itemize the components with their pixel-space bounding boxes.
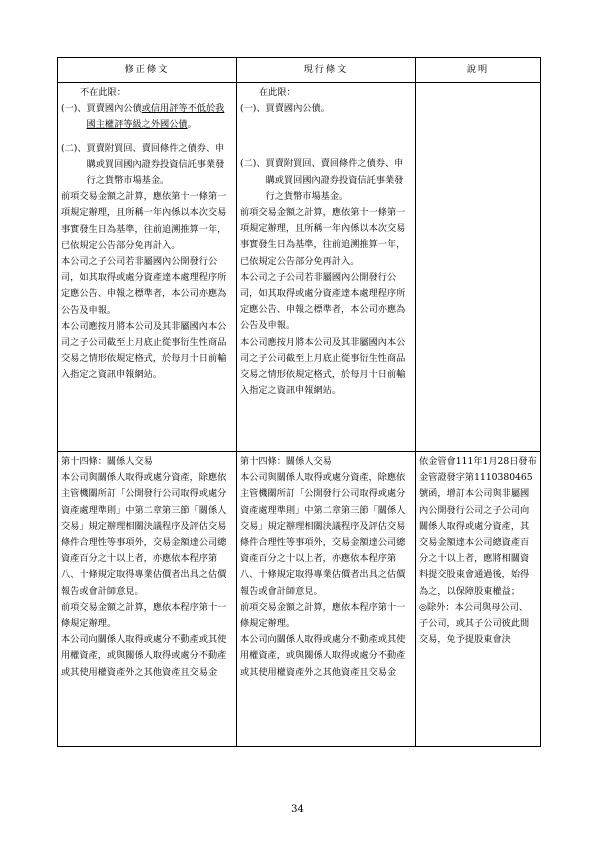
table-row: [58, 452, 541, 747]
current-cell-2: [237, 452, 416, 747]
explanation-para-2: ◎除外：本公司與母公司、子公司，或其子公司彼此間交易，免予提股東會決: [419, 601, 530, 646]
current-item-2-text: 買賣附買回、賣回條件之債券、申購或買回國內證券投資信託事業發行之貨幣市場基金。: [265, 158, 404, 202]
header-current: 現行條文: [237, 58, 416, 83]
explanation-cell-2: [416, 452, 541, 747]
explanation-para-1: 依金管會111年1月28日發布金管證發字第1110380465號函，增訂本公司與非屬國內公開發行公司之子公司向關係人取得或處分資產，其交易金額達本公司總資產百分之十以上者，應將相關資料提交股東會通過後，始得為之，以保障股東權益；: [419, 456, 537, 597]
revised-article-para-1: 本公司與關係人取得或處分資產，除應依主管機關所訂「公開發行公司取得或處分資產處理準則」中第二章第三節「關係人交易」規定辦理相關決議程序及評估交易條件合理性等事項外，交易金額達公司總資產百分之十以上者，亦應依本程序第八、十條規定取得專業估價者出具之估價報告或會計師意見。: [61, 472, 227, 597]
revised-para-3: 本公司應按月將本公司及其非屬國內本公司之子公司截至上月底止從事衍生性商品交易之情形依規定格式，於每月十日前輸入指定之資訊申報網站。: [61, 320, 227, 381]
revised-item-1-underlined: 或信用評等不低於我國主權評等級之外國公債: [86, 103, 225, 131]
current-para-2: 本公司之子公司若非屬國內公開發行公司，如其取得或處分資產達本處理程序所定應公告、申報之標準者，本公司亦應為公告及申報。: [240, 271, 406, 332]
revised-item-2-text: 買賣附買回、賣回條件之債券、申購或買回國內證券投資信託事業發行之貨幣市場基金。: [86, 142, 225, 187]
revised-cell-2: [58, 452, 237, 747]
revised-item-2-num: (二)、: [61, 142, 87, 154]
current-para-1: 前項交易金額之計算，應依第十一條第一項規定辦理，且所稱一年內係以本次交易事實發生日為基準，往前追溯推算一年，已依規定公告部分免再計入。: [240, 207, 406, 267]
current-article-para-2: 前項交易金額之計算，應依本程序第十一條規定辦理。: [240, 601, 406, 630]
revised-intro: 不在此限：: [80, 87, 126, 98]
revised-item-1-end: 。: [187, 119, 197, 131]
comparison-table: [57, 57, 541, 747]
current-item-1-text: 買賣國內公債。: [265, 103, 330, 115]
revised-article-para-2: 前項交易金額之計算，應依本程序第十一條規定辦理。: [61, 601, 227, 630]
header-row: [58, 58, 541, 83]
header-explanation: 說明: [416, 58, 541, 83]
revised-item-1-num: (一)、: [61, 103, 87, 115]
header-revised: 修正條文: [58, 58, 237, 83]
revised-article-para-3: 本公司向關係人取得或處分不動產或其使用權資產，或與關係人取得或處分不動產或其使用權資產外之其他資產且交易金: [61, 634, 227, 678]
current-item-2: [240, 156, 412, 205]
revised-cell-1: [58, 83, 237, 452]
revised-para-2: 本公司之子公司若非屬國內公開發行公司，如其取得或處分資產達本處理程序所定應公告、申報之標準者，本公司亦應為公告及申報。: [61, 256, 227, 316]
revised-item-2: [61, 141, 233, 190]
revised-para-1: 前項交易金額之計算，應依第十一條第一項規定辦理，且所稱一年內係以本次交易事實發生日為基準，往前追溯推算一年，已依規定公告部分免再計入。: [61, 191, 227, 251]
revised-item-1: [61, 101, 233, 133]
explanation-cell-1: [416, 83, 541, 452]
current-intro: 在此限：: [259, 87, 296, 98]
current-article-title: 第十四條：關係人交易: [240, 456, 332, 467]
page-number: 34: [291, 804, 304, 815]
current-item-1-num: (一)、: [240, 103, 266, 115]
table-row: [58, 83, 541, 452]
current-item-2-num: (二)、: [240, 158, 266, 170]
current-cell-1: [237, 83, 416, 452]
revised-item-1-text: 買賣國內公債: [86, 103, 142, 115]
current-article-para-3: 本公司向關係人取得或處分不動產或其使用權資產，或與關係人取得或處分不動產或其使用權資產外之其他資產且交易金: [240, 634, 406, 678]
current-item-1: [240, 101, 412, 117]
revised-article-title: 第十四條：關係人交易: [61, 456, 153, 467]
current-para-3: 本公司應按月將本公司及其非屬國內本公司之子公司截至上月底止從事衍生性商品交易之情形依規定格式，於每月十日前輸入指定之資訊申報網站。: [240, 336, 406, 397]
current-article-para-1: 本公司與關係人取得或處分資產，除應依主管機關所訂「公開發行公司取得或處分資產處理準則」中第二章第三節「關係人交易」規定辦理相關決議程序及評估交易條件合理性等事項外，交易金額達公司總資產百分之十以上者，亦應依本程序第八、十條規定取得專業估價者出具之估價報告或會計師意見。: [240, 472, 406, 597]
